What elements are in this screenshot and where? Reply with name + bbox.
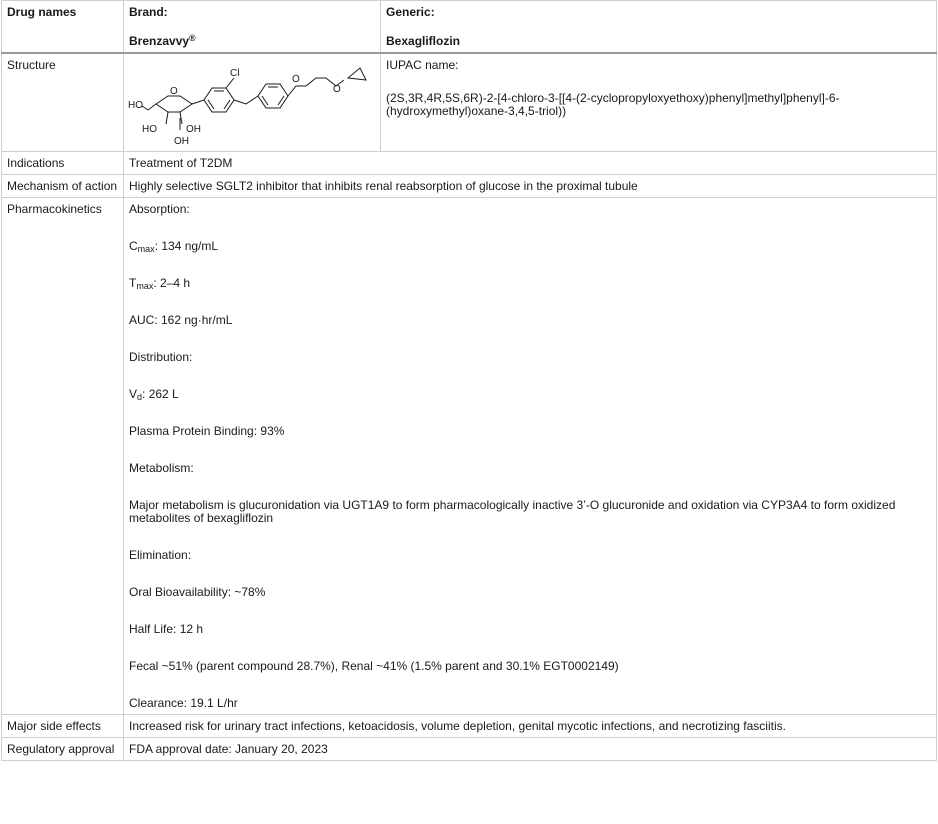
- brand-cell: [124, 1, 381, 54]
- brand-name-line: [129, 35, 375, 48]
- generic-name: Bexagliflozin: [386, 34, 461, 48]
- structure-drawing-cell: [124, 53, 381, 152]
- mechanism-label: Mechanism of action: [2, 175, 124, 198]
- brand-name: Brenzavvy: [129, 34, 190, 48]
- side-effects-value: Increased risk for urinary tract infections, ketoacidosis, volume depletion, genital mycotic infections, and necrotizing fasciitis.: [124, 715, 937, 738]
- pk-protein-binding: Plasma Protein Binding: 93%: [129, 424, 285, 438]
- mechanism-value: Highly selective SGLT2 inhibitor that inhibits renal reabsorption of glucose in the proximal tubule: [124, 175, 937, 198]
- atom-label-oh-2: OH: [174, 136, 189, 147]
- atom-label-cl: Cl: [230, 68, 240, 79]
- registered-mark: ®: [189, 33, 196, 43]
- pk-vd: $V_d$: 262 L: [129, 387, 179, 402]
- pk-clearance: Clearance: 19.1 L/hr: [129, 696, 238, 710]
- indications-row: [2, 152, 937, 175]
- chemical-structure-diagram: [126, 56, 376, 148]
- mechanism-row: [2, 175, 937, 198]
- drug-monograph-table: [1, 0, 937, 761]
- pharmacokinetics-label: Pharmacokinetics: [2, 198, 124, 715]
- header-row: [2, 1, 937, 54]
- atom-label-ether-o-2: O: [333, 84, 341, 95]
- pk-metabolism-text: Major metabolism is glucuronidation via UGT1A9 to form pharmacologically inactive 3’-O glucuronide and oxidation via CYP3A4 to form oxidized metabolites of bexagliflozin: [129, 498, 896, 525]
- pharmacokinetics-row: [2, 198, 937, 715]
- pk-tmax: $T_{max}$: 2–4 h: [129, 276, 191, 291]
- iupac-cell: [381, 53, 937, 152]
- side-effects-label: Major side effects: [2, 715, 124, 738]
- atom-label-ring-o: O: [170, 86, 178, 97]
- iupac-label: IUPAC name:: [386, 58, 459, 72]
- pk-elimination-heading: Elimination:: [129, 548, 192, 562]
- side-effects-row: [2, 715, 937, 738]
- pharmacokinetics-value: [124, 198, 937, 715]
- structure-label: Structure: [2, 53, 124, 152]
- regulatory-row: [2, 738, 937, 761]
- pk-metabolism-heading: Metabolism:: [129, 461, 194, 475]
- pk-auc: AUC: 162 ng·hr/mL: [129, 313, 233, 327]
- pk-bioavailability: Oral Bioavailability: ~78%: [129, 585, 266, 599]
- regulatory-value: FDA approval date: January 20, 2023: [124, 738, 937, 761]
- pk-fecal-renal: Fecal ~51% (parent compound 28.7%), Renal ~41% (1.5% parent and 30.1% EGT0002149): [129, 659, 619, 673]
- drug-names-label: Drug names: [2, 1, 124, 54]
- pk-cmax: $C_{max}$: 134 ng/mL: [129, 239, 219, 254]
- indications-label: Indications: [2, 152, 124, 175]
- brand-label: Brand:: [129, 5, 168, 19]
- pk-absorption-heading: Absorption:: [129, 202, 190, 216]
- iupac-name: (2S,3R,4R,5S,6R)-2-[4-chloro-3-[[4-(2-cyclopropyloxyethoxy)phenyl]methyl]phenyl]-6-(hydroxymethyl)oxane-3,4,5-triol)): [386, 91, 840, 118]
- regulatory-label: Regulatory approval: [2, 738, 124, 761]
- atom-label-ho-1: HO: [128, 100, 143, 111]
- atom-label-ether-o-1: O: [292, 74, 300, 85]
- generic-cell: [381, 1, 937, 54]
- generic-label: Generic:: [386, 5, 435, 19]
- structure-row: [2, 53, 937, 152]
- pk-half-life: Half Life: 12 h: [129, 622, 204, 636]
- atom-label-oh-1: OH: [186, 124, 201, 135]
- indications-value: Treatment of T2DM: [124, 152, 937, 175]
- atom-label-ho-2: HO: [142, 124, 157, 135]
- pk-distribution-heading: Distribution:: [129, 350, 193, 364]
